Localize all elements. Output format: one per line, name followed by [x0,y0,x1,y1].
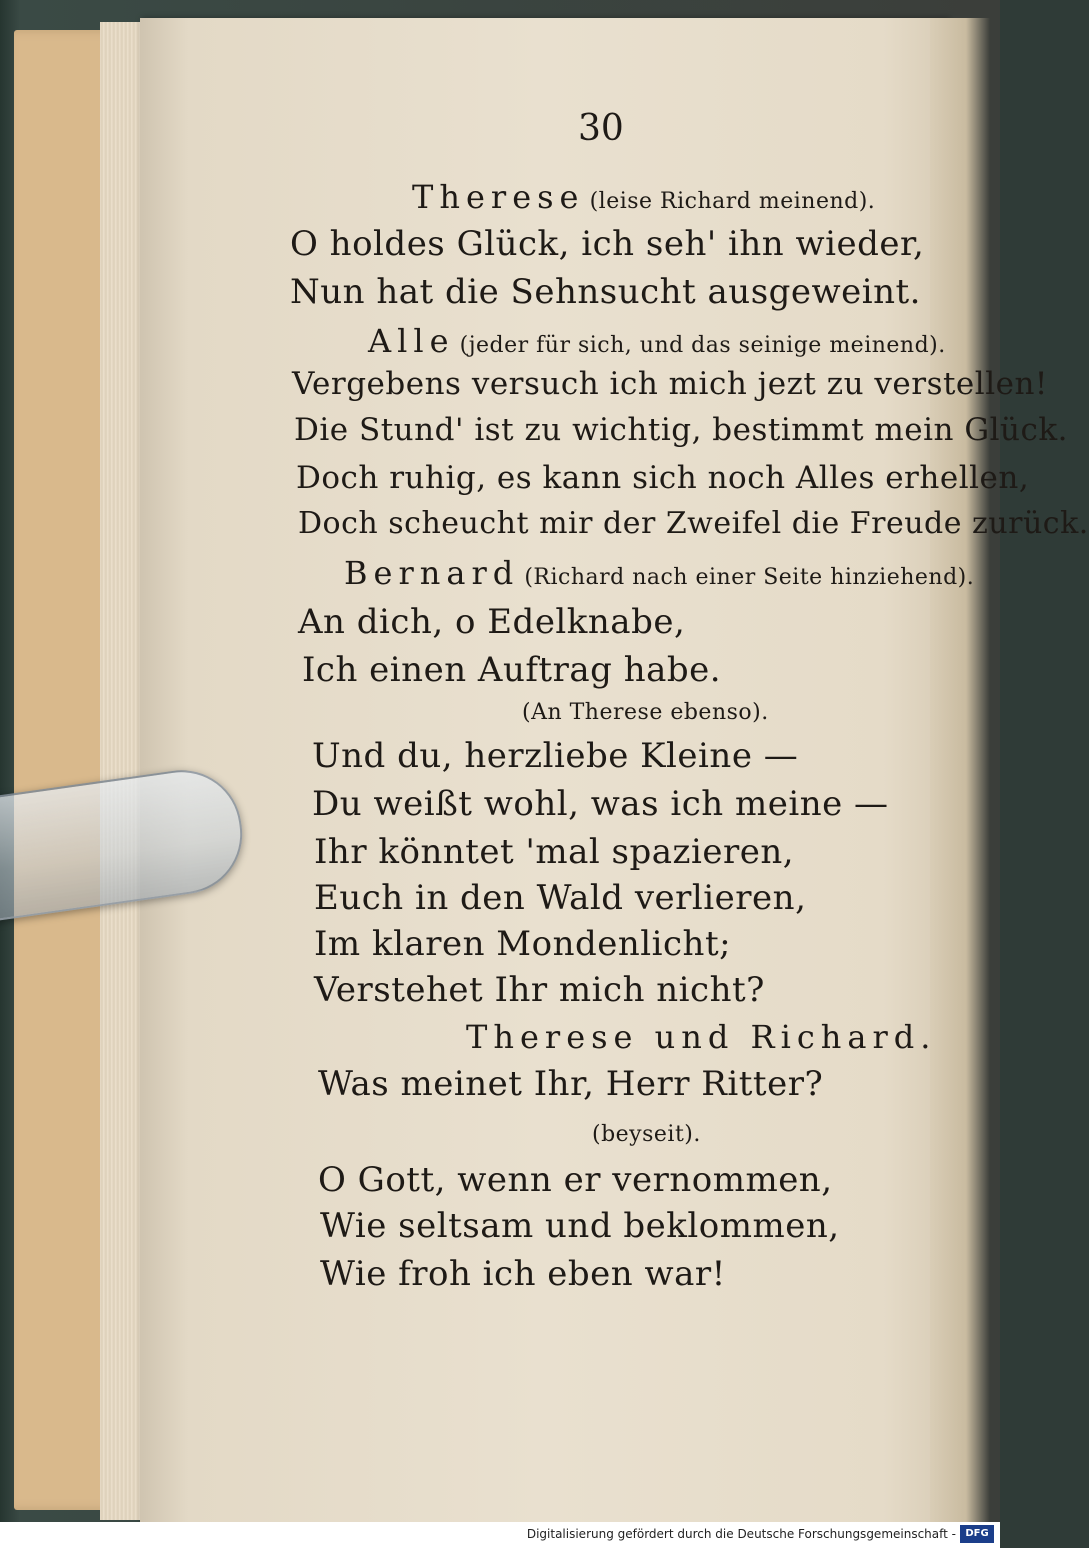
verse-line: Verstehet Ihr mich nicht? [314,970,765,1010]
speaker-name: Therese [412,178,585,216]
verse-line: Ihr könntet 'mal spazieren, [314,832,795,872]
speaker-heading [466,1018,936,1056]
verse-line: Wie seltsam und beklommen, [320,1206,840,1246]
dfg-logo-icon: DFG [960,1525,994,1543]
speaker-heading [412,178,875,216]
speaker-heading [344,554,974,592]
footer-bar [0,1522,1000,1548]
verse-line: Was meinet Ihr, Herr Ritter? [318,1064,824,1104]
stage-direction: (leise Richard meinend). [589,189,876,214]
verse-line: Euch in den Wald verlieren, [314,878,807,918]
speaker-name: Bernard [344,554,520,592]
verse-line: Im klaren Mondenlicht; [314,924,732,964]
verse-line: Ich einen Auftrag habe. [302,650,722,690]
verse-line: Nun hat die Sehnsucht ausgeweint. [290,272,921,312]
speaker-heading [368,322,946,360]
verse-line: Doch scheucht mir der Zweifel die Freude zurück. [298,506,1089,541]
verse-line: Vergebens versuch ich mich jezt zu verstellen! [292,366,1048,402]
verse-line: Doch ruhig, es kann sich noch Alles erhellen, [296,460,1030,496]
funding-credit: Digitalisierung gefördert durch die Deutsche Forschungsgemeinschaft - [526,1527,956,1541]
verse-line: O holdes Glück, ich seh' ihn wieder, [290,224,925,264]
stage-direction: (beyseit). [592,1122,701,1147]
verse-line: O Gott, wenn er vernommen, [318,1160,833,1200]
stage-direction: (An Therese ebenso). [522,700,769,725]
stage-direction: (jeder für sich, und das seinige meinend). [459,333,946,358]
stage-direction: (Richard nach einer Seite hinziehend). [524,565,975,590]
verse-line: Die Stund' ist zu wichtig, bestimmt mein Glück. [294,412,1068,448]
verse-line: Und du, herzliebe Kleine — [312,736,799,776]
verse-line: Du weißt wohl, was ich meine — [312,784,889,824]
page-curl [930,18,990,1523]
speaker-name: Alle [368,322,455,360]
verse-line: Wie froh ich eben war! [320,1254,726,1294]
speaker-name: Therese und Richard. [466,1018,937,1056]
verse-line: An dich, o Edelknabe, [298,602,686,642]
page-number: 30 [578,108,624,149]
